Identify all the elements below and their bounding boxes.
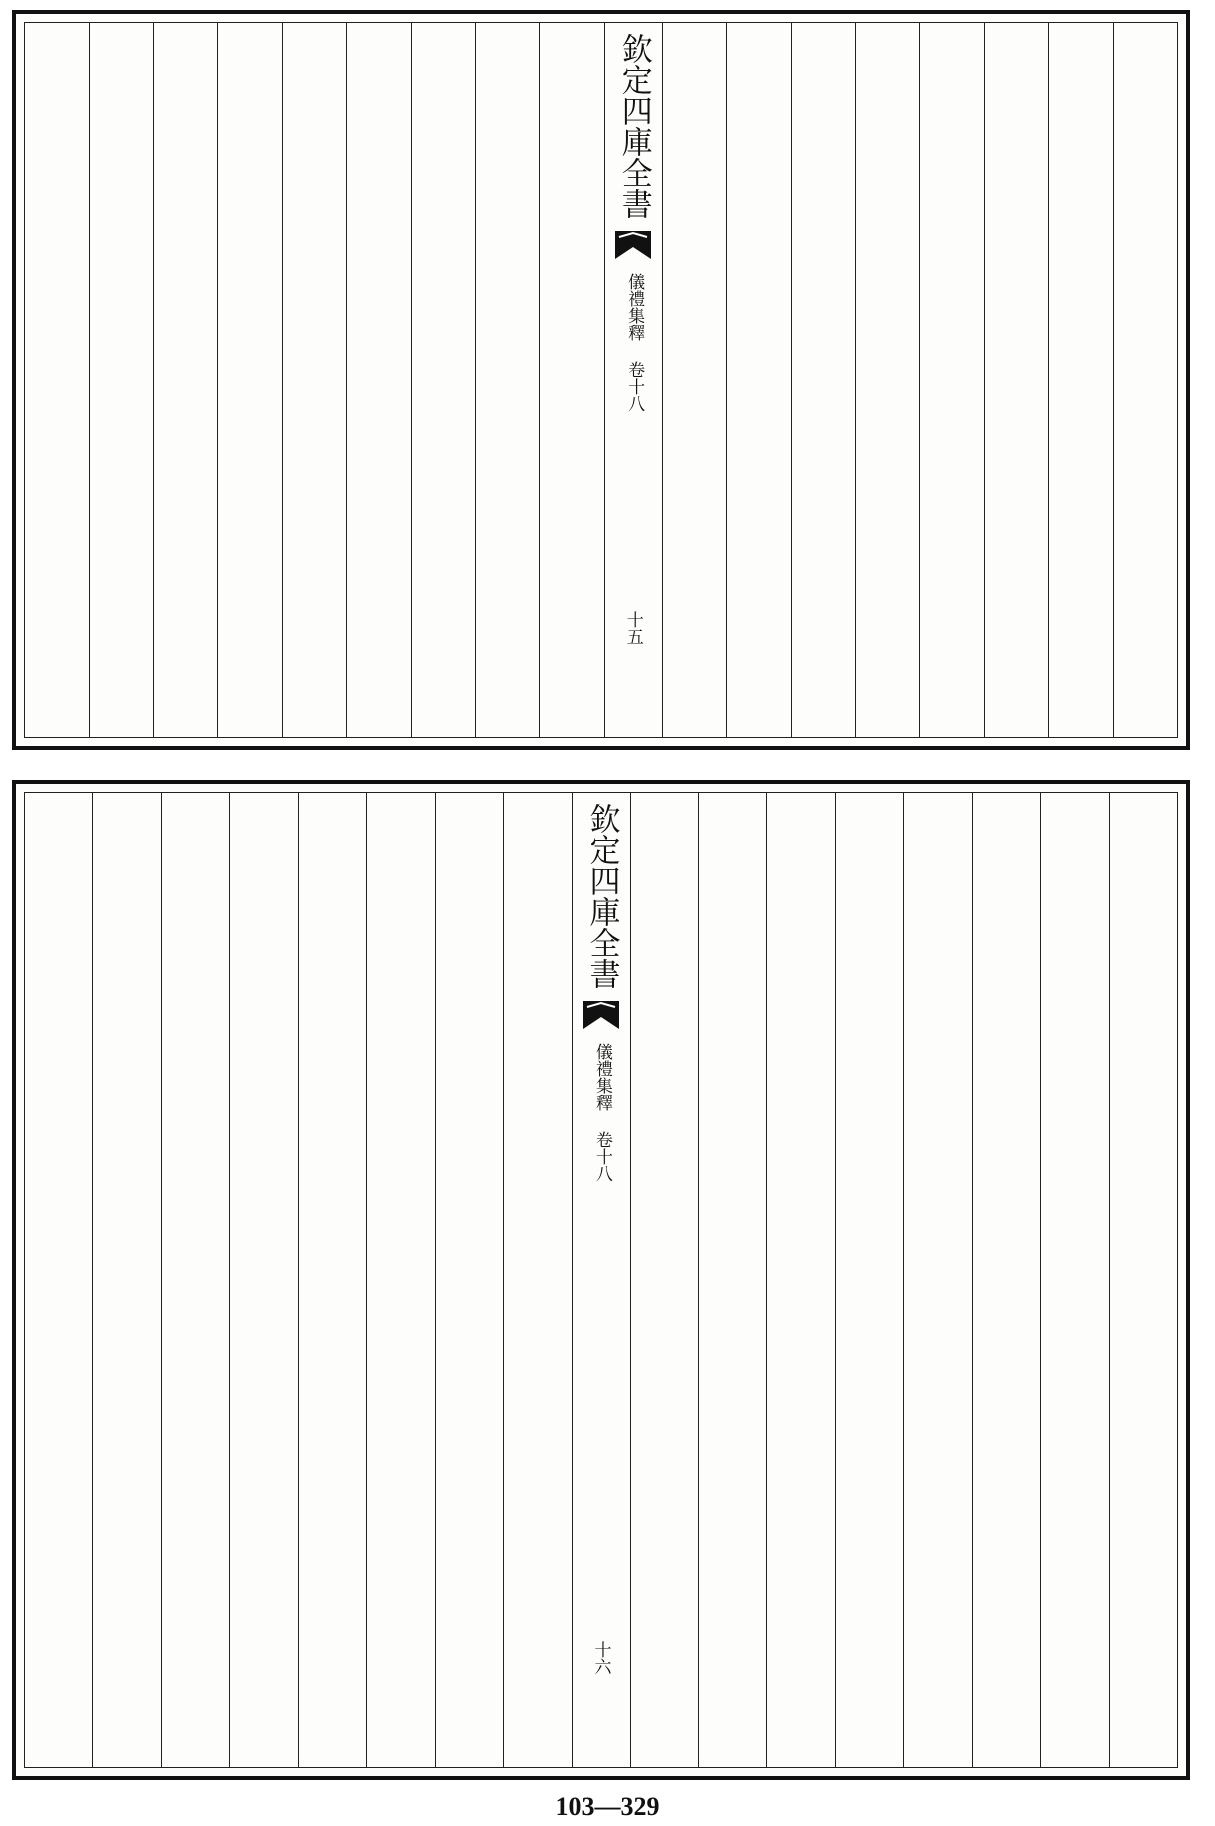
- fishtail-ornament-icon: [581, 999, 621, 1033]
- text-column: [984, 23, 1048, 737]
- bottom-page: [12, 780, 1190, 1780]
- text-column: [25, 793, 92, 1767]
- bottom-text-frame: [24, 792, 1178, 1768]
- text-column: [1109, 793, 1177, 1767]
- top-page: [12, 10, 1190, 750]
- center-gutter: [604, 23, 662, 737]
- text-column: [229, 793, 297, 1767]
- text-column: [282, 23, 346, 737]
- text-column: [89, 23, 153, 737]
- center-gutter: [572, 793, 630, 1767]
- text-column: [698, 793, 766, 1767]
- text-column: [766, 793, 834, 1767]
- text-column: [503, 793, 571, 1767]
- text-column: [791, 23, 855, 737]
- text-column: [92, 793, 160, 1767]
- top-text-frame: [24, 22, 1178, 738]
- text-column: [25, 23, 88, 737]
- page-footer-number: 103—329: [555, 1792, 660, 1821]
- text-column: [662, 23, 726, 737]
- text-column: [435, 793, 503, 1767]
- volume-label: 儀禮集釋 卷十八: [624, 273, 645, 412]
- text-column: [153, 23, 217, 737]
- text-column: [346, 23, 410, 737]
- text-column: [835, 793, 903, 1767]
- text-column: [855, 23, 919, 737]
- text-column: [1048, 23, 1112, 737]
- text-column: [411, 23, 475, 737]
- text-column: [1113, 23, 1177, 737]
- text-column: [919, 23, 983, 737]
- text-column: [217, 23, 281, 737]
- book-title: 欽定四庫全書: [583, 803, 620, 989]
- text-column: [298, 793, 366, 1767]
- text-column: [726, 23, 790, 737]
- text-column: [366, 793, 434, 1767]
- text-column: [475, 23, 539, 737]
- text-column: [630, 793, 698, 1767]
- volume-label: 儀禮集釋 卷十八: [591, 1043, 612, 1182]
- text-column: [903, 793, 971, 1767]
- text-column: [161, 793, 229, 1767]
- text-column: [539, 23, 603, 737]
- book-title: 欽定四庫全書: [615, 33, 652, 219]
- text-column: [972, 793, 1040, 1767]
- leaf-number: 十五: [622, 611, 643, 645]
- leaf-number: 十六: [590, 1641, 611, 1675]
- fishtail-ornament-icon: [613, 229, 653, 263]
- text-column: [1040, 793, 1108, 1767]
